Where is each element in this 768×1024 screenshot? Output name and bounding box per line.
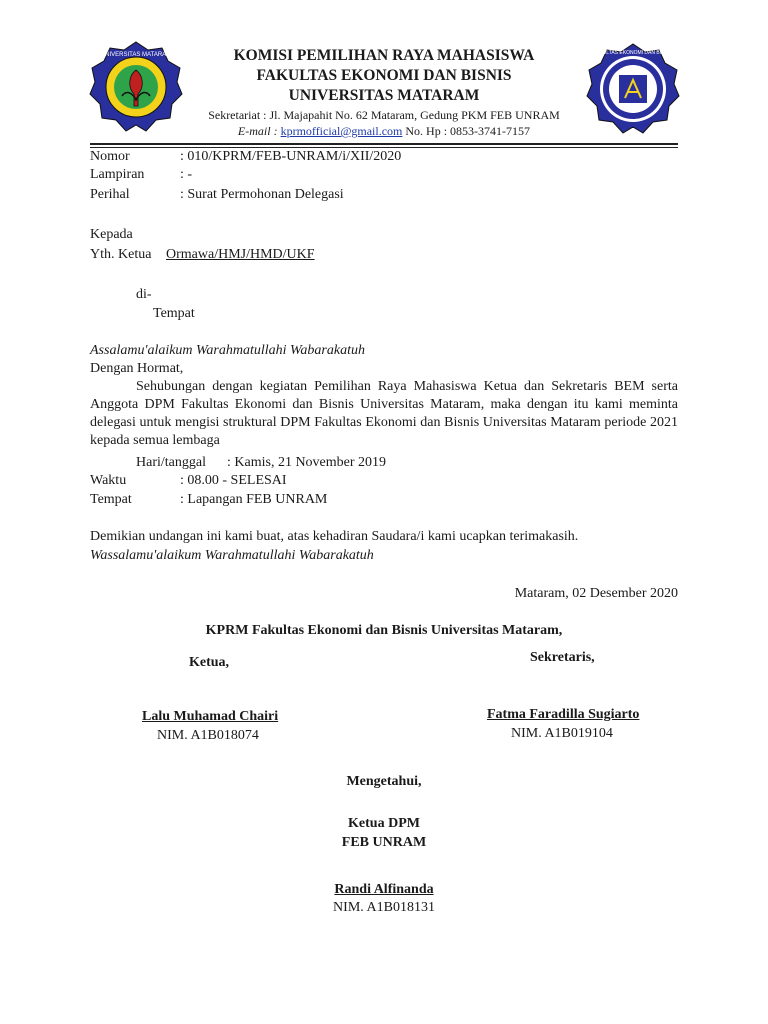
yth-text: Yth. Ketua — [90, 247, 152, 262]
phone-number: No. Hp : 0853-3741-7157 — [405, 124, 531, 138]
mengetahui-text: Mengetahui, — [346, 774, 422, 789]
body-paragraph — [90, 378, 678, 450]
logo-left-text: UNIVERSITAS MATARAM — [100, 52, 172, 58]
letter-date: Mataram, 02 Desember 2020 — [514, 586, 678, 601]
dpm-name: Randi Alfinanda — [334, 882, 434, 897]
recipient-org: Ormawa/HMJ/HMD/UKF — [166, 247, 315, 262]
letterhead-contact — [0, 124, 768, 139]
perihal-label: Perihal — [90, 187, 130, 202]
sekretaris-name: Fatma Faradilla Sugiarto — [487, 707, 640, 722]
letterhead-address: Sekretariat : Jl. Majapahit No. 62 Mataram, Gedung PKM FEB UNRAM — [208, 108, 560, 122]
letterhead-line3: UNIVERSITAS MATARAM — [288, 87, 480, 104]
hari-value: : Kamis, 21 November 2019 — [227, 455, 387, 470]
paragraph-line-4: kepada semua lembaga — [90, 433, 220, 448]
email-label: E-mail : — [237, 124, 278, 138]
letterhead-line2: FAKULTAS EKONOMI DAN BISNIS — [256, 67, 512, 84]
dpm-nim: NIM. A1B018131 — [333, 900, 435, 915]
logo-right-text: FAKULTAS EKONOMI DAN BISNIS — [593, 50, 673, 56]
kepada-text: Kepada — [90, 227, 133, 242]
email-link[interactable]: kprmofficial@gmail.com — [280, 124, 403, 138]
opening-salutation: Assalamu'alaikum Warahmatullahi Wabarakatuh — [90, 343, 365, 358]
closing-text: Demikian undangan ini kami buat, atas kehadiran Saudara/i kami ucapkan terimakasih. — [90, 529, 579, 544]
paragraph-line-2: Anggota DPM Fakultas Ekonomi dan Bisnis Universitas Mataram, maka dengan itu kami meminta — [90, 397, 678, 412]
dpm-title-line2: FEB UNRAM — [341, 835, 427, 850]
greeting-text: Dengan Hormat, — [90, 361, 184, 376]
hari-label: Hari/tanggal — [136, 455, 206, 470]
ketua-name: Lalu Muhamad Chairi — [142, 709, 279, 724]
waktu-value: : 08.00 - SELESAI — [180, 473, 287, 488]
tempat-text: Tempat — [153, 306, 195, 321]
letterhead-line1: KOMISI PEMILIHAN RAYA MAHASISWA — [233, 47, 535, 64]
perihal-value: : Surat Permohonan Delegasi — [180, 187, 344, 202]
ketua-nim: NIM. A1B018074 — [157, 728, 259, 743]
lampiran-value: : - — [180, 167, 193, 182]
event-tempat-value: : Lapangan FEB UNRAM — [180, 492, 328, 507]
waktu-label: Waktu — [90, 473, 127, 488]
event-tempat-label: Tempat — [90, 492, 132, 507]
sekretaris-title: Sekretaris, — [530, 650, 595, 665]
closing-salutation: Wassalamu'alaikum Warahmatullahi Wabarakatuh — [90, 548, 374, 563]
nomor-value: : 010/KPRM/FEB-UNRAM/i/XII/2020 — [180, 149, 402, 164]
signature-organization: KPRM Fakultas Ekonomi dan Bisnis Universitas Mataram, — [205, 623, 563, 638]
ketua-title: Ketua, — [189, 655, 230, 670]
paragraph-line-3: delegasi untuk mengisi struktural DPM Fakultas Ekonomi dan Bisnis Universitas Mataram periode 2021 — [90, 415, 678, 430]
lampiran-label: Lampiran — [90, 167, 145, 182]
dpm-title-line1: Ketua DPM — [348, 816, 420, 831]
di-text: di- — [136, 287, 152, 302]
nomor-label: Nomor — [90, 149, 130, 164]
letterhead-divider-thick — [90, 143, 678, 145]
paragraph-line-1: Sehubungan dengan kegiatan Pemilihan Raya Mahasiswa Ketua dan Sekretaris BEM serta — [136, 379, 678, 394]
sekretaris-nim: NIM. A1B019104 — [511, 726, 613, 741]
